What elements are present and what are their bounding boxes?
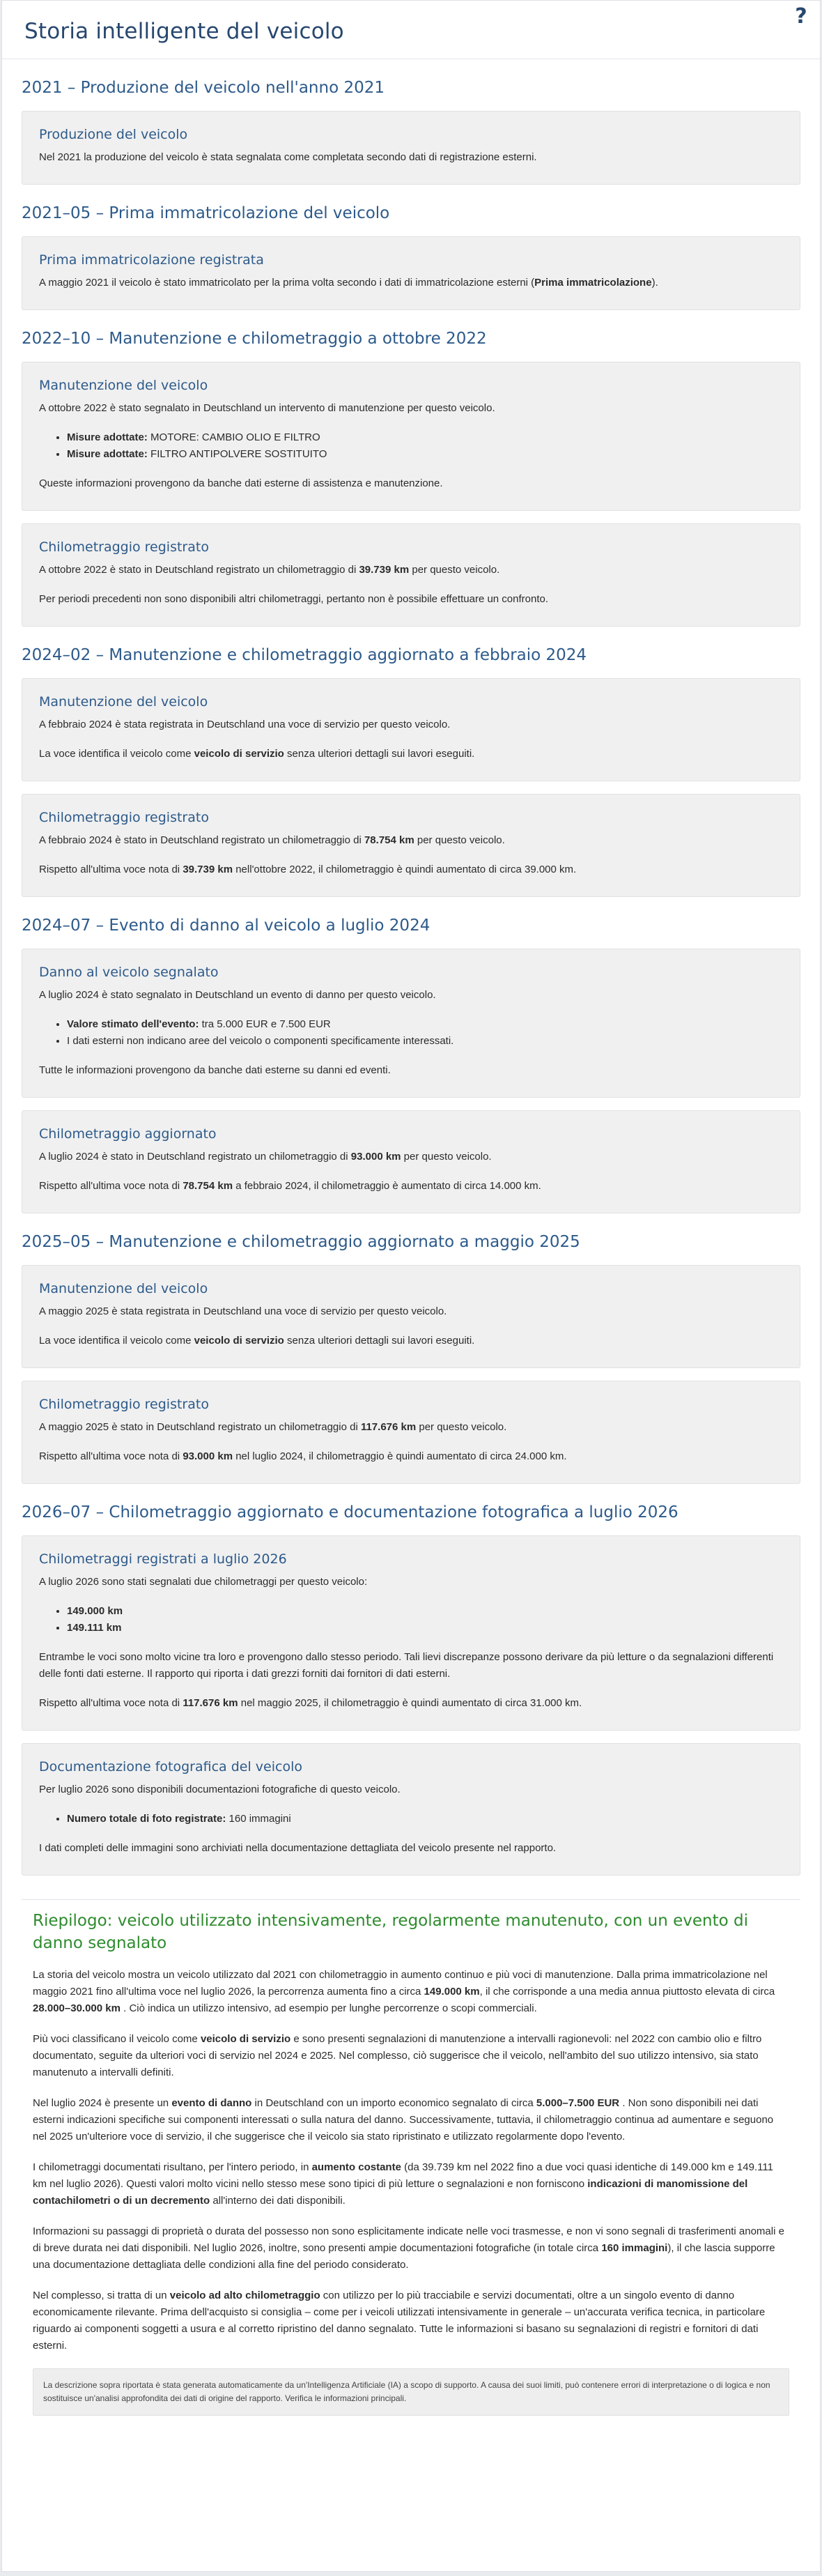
section-title: 2021 – Produzione del veicolo nell'anno 2021: [22, 79, 385, 97]
bold-text: 93.000 km: [183, 1450, 233, 1462]
bold-text: 93.000 km: [350, 1151, 401, 1163]
card-title: Manutenzione del veicolo: [39, 378, 208, 393]
timeline: [2, 79, 820, 1876]
list-item: [67, 446, 783, 463]
card-paragraph: [39, 746, 783, 762]
text-run: per questo veicolo.: [401, 1151, 492, 1163]
timeline-section: [22, 79, 800, 185]
bold-text: Valore stimato dell'evento:: [67, 1018, 199, 1030]
timeline-section: [22, 330, 800, 627]
text-run: A ottobre 2022 è stato in Deutschland registrato un chilometraggio di: [39, 564, 359, 576]
text-run: nel luglio 2024, il chilometraggio è quindi aumentato di circa 24.000 km.: [233, 1450, 567, 1462]
summary-paragraph: [33, 2223, 789, 2274]
bold-text: 28.000–30.000 km: [33, 2002, 121, 2014]
card-paragraph: [39, 861, 783, 878]
card-paragraph: [39, 987, 783, 1004]
card-paragraph: [39, 1419, 783, 1436]
timeline-section: [22, 204, 800, 310]
event-card: [22, 949, 800, 1098]
event-card: [22, 1110, 800, 1213]
text-run: A luglio 2024 è stato in Deutschland registrato un chilometraggio di: [39, 1151, 351, 1163]
card-title: Chilometraggio registrato: [39, 539, 209, 555]
card-title: Chilometraggi registrati a luglio 2026: [39, 1551, 287, 1567]
text-run: Nel 2021 la produzione del veicolo è stata segnalata come completata secondo dati di registrazione esterni.: [39, 151, 537, 163]
text-run: Più voci classificano il veicolo come: [33, 2033, 201, 2045]
text-run: Entrambe le voci sono molto vicine tra loro e provengono dallo stesso periodo. Tali lievi discrepanze possono derivare da più letture o da segnalazioni differenti delle fonti dati esterne. Il rapporto qui riporta i dati grezzi forniti dai fornitori di dati esterni.: [39, 1651, 774, 1680]
text-run: con utilizzo per lo più tracciabile e servizi documentati, oltre a un singolo evento di danno economicamente rilevante. Prima dell'acquisto si consiglia – come per i veicoli utilizzati intensivamente in generale – un'accurata verifica tecnica, in particolare riguardo ai componenti soggetti a usura e al corretto ripristino del danno segnalato. Tutte le informazioni si basano su segnalazioni di registri e fornitori di dati esterni.: [33, 2290, 766, 2352]
section-title: 2024–02 – Manutenzione e chilometraggio aggiornato a febbraio 2024: [22, 646, 587, 664]
event-card: [22, 236, 800, 310]
text-run: e sono presenti segnalazioni di manutenzione a intervalli ragionevoli: nel 2022 con cambio olio e filtro documentato, seguite da ulteriori voci di servizio nel 2024 e 2025. Nel complesso, ciò suggerisce che il veicolo, nell'ambito del suo utilizzo intensivo, sia stato manutenuto a intervalli definiti.: [33, 2033, 762, 2078]
bold-text: Misure adottate:: [67, 448, 148, 460]
card-list: [67, 429, 783, 463]
bold-text: 78.754 km: [364, 834, 414, 846]
card-title: Chilometraggio registrato: [39, 810, 209, 825]
card-paragraph: [39, 275, 783, 291]
bold-text: veicolo di servizio: [194, 748, 284, 760]
section-title: 2026–07 – Chilometraggio aggiornato e documentazione fotografica a luglio 2026: [22, 1503, 678, 1521]
list-item: [67, 1033, 783, 1050]
text-run: Rispetto all'ultima voce nota di: [39, 1697, 183, 1709]
text-run: . Non sono disponibili nei dati esterni indicazioni specifiche sui componenti interessati o sulla natura del danno. Successivamente, tuttavia, il chilometraggio continua ad aumentare e seguono nel 2025 un'ulteriore voce di servizio, il che suggerisce che il veicolo sia stato ripristinato e utilizzato regolarmente dopo l'evento.: [33, 2097, 774, 2142]
bold-text: 5.000–7.500 EUR: [536, 2097, 620, 2109]
section-title: 2025–05 – Manutenzione e chilometraggio aggiornato a maggio 2025: [22, 1233, 580, 1251]
text-run: per questo veicolo.: [409, 564, 500, 576]
text-run: FILTRO ANTIPOLVERE SOSTITUITO: [147, 448, 327, 460]
report-header: [2, 1, 820, 59]
report-page: [1, 0, 821, 2572]
event-card: [22, 678, 800, 781]
ai-disclaimer: La descrizione sopra riportata è stata generata automaticamente da un'Intelligenza Artificiale (IA) a scopo di supporto. A causa dei suoi limiti, può contenere errori di interpretazione o di logica e non sostituisce un'analisi approfondita dei dati di origine del rapporto. Verifica le informazioni principali.: [33, 2368, 789, 2416]
event-card: [22, 111, 800, 185]
text-run: A maggio 2025 è stato in Deutschland registrato un chilometraggio di: [39, 1421, 361, 1433]
text-run: A febbraio 2024 è stato in Deutschland registrato un chilometraggio di: [39, 834, 364, 846]
card-title: Chilometraggio registrato: [39, 1397, 209, 1412]
text-run: , il che corrisponde a una media annua piuttosto elevata di circa: [479, 1986, 775, 1998]
card-paragraph: [39, 149, 783, 166]
bold-text: veicolo di servizio: [200, 2033, 291, 2045]
text-run: A maggio 2025 è stata registrata in Deutschland una voce di servizio per questo veicolo.: [39, 1305, 447, 1317]
card-title: Documentazione fotografica del veicolo: [39, 1759, 302, 1774]
summary-paragraph: [33, 1967, 789, 2017]
list-item: [67, 1603, 783, 1620]
page-title: Storia intelligente del veicolo: [24, 19, 344, 44]
card-paragraph: [39, 1574, 783, 1590]
text-run: A febbraio 2024 è stata registrata in Deutschland una voce di servizio per questo veicolo.: [39, 719, 451, 730]
text-run: . Ciò indica un utilizzo intensivo, ad esempio per lunghe percorrenze o scopi commerciali.: [120, 2002, 537, 2014]
text-run: nel maggio 2025, il chilometraggio è quindi aumentato di circa 31.000 km.: [238, 1697, 582, 1709]
text-run: La storia del veicolo mostra un veicolo utilizzato dal 2021 con chilometraggio in aumento continuo e più voci di manutenzione. Dalla prima immatricolazione nel maggio 2021 fino all'ultima voce nel luglio 2026, la percorrenza aumenta fino a circa: [33, 1969, 768, 1998]
card-title: Chilometraggio aggiornato: [39, 1126, 217, 1142]
text-run: all'interno dei dati disponibili.: [210, 2195, 346, 2207]
summary-body: [33, 1967, 789, 2354]
text-run: La voce identifica il veicolo come: [39, 748, 194, 760]
summary-paragraph: [33, 2159, 789, 2209]
card-title: Manutenzione del veicolo: [39, 1281, 208, 1296]
text-run: I dati completi delle immagini sono archiviati nella documentazione dettagliata del veicolo presente nel rapporto.: [39, 1842, 557, 1854]
card-paragraph: [39, 1840, 783, 1857]
list-item: [67, 1016, 783, 1033]
event-card: [22, 1743, 800, 1876]
bold-text: Prima immatricolazione: [534, 277, 652, 289]
event-card: [22, 794, 800, 897]
section-title: 2021–05 – Prima immatricolazione del veicolo: [22, 204, 390, 222]
card-paragraph: [39, 1178, 783, 1195]
summary-section: [22, 1899, 800, 2416]
bold-text: 39.739 km: [359, 564, 410, 576]
bold-text: Numero totale di foto registrate:: [67, 1813, 226, 1825]
text-run: Rispetto all'ultima voce nota di: [39, 1180, 183, 1192]
list-item: [67, 1811, 783, 1827]
card-title: Prima immatricolazione registrata: [39, 252, 264, 268]
text-run: Informazioni su passaggi di proprietà o durata del possesso non sono esplicitamente indicate nelle voci trasmesse, e non vi sono segnali di trasferimenti anomali e di breve durata nei dati disponibili. Nel luglio 2026, inoltre, sono presenti ampie documentazioni fotografiche (in totale circa: [33, 2225, 784, 2254]
bold-text: indicazioni di manomissione del contachilometri o di un decremento: [33, 2178, 748, 2207]
help-button[interactable]: ?: [789, 5, 813, 29]
text-run: ).: [651, 277, 658, 289]
text-run: Per luglio 2026 sono disponibili documentazioni fotografiche di questo veicolo.: [39, 1784, 401, 1795]
text-run: per questo veicolo.: [416, 1421, 507, 1433]
bold-text: 160 immagini: [601, 2242, 668, 2254]
card-paragraph: [39, 1149, 783, 1165]
card-list: [67, 1016, 783, 1050]
card-paragraph: [39, 591, 783, 608]
card-title: Produzione del veicolo: [39, 127, 188, 142]
summary-paragraph: [33, 2095, 789, 2145]
text-run: Tutte le informazioni provengono da banche dati esterne su danni ed eventi.: [39, 1064, 391, 1076]
card-paragraph: [39, 832, 783, 849]
text-run: MOTORE: CAMBIO OLIO E FILTRO: [147, 431, 320, 443]
card-paragraph: [39, 562, 783, 578]
text-run: I dati esterni non indicano aree del veicolo o componenti specificamente interessati.: [67, 1035, 454, 1047]
text-run: Queste informazioni provengono da banche dati esterne di assistenza e manutenzione.: [39, 477, 443, 489]
text-run: Rispetto all'ultima voce nota di: [39, 1450, 183, 1462]
bold-text: Misure adottate:: [67, 431, 148, 443]
text-run: Nel complesso, si tratta di un: [33, 2290, 170, 2301]
summary-title: Riepilogo: veicolo utilizzato intensivamente, regolarmente manutenuto, con un evento di danno segnalato: [33, 1912, 749, 1952]
card-paragraph: [39, 1062, 783, 1079]
card-paragraph: [39, 716, 783, 733]
card-paragraph: [39, 1303, 783, 1320]
text-run: Nel luglio 2024 è presente un: [33, 2097, 172, 2109]
text-run: ), il che lascia supporre una documentazione dettagliata delle condizioni alla fine del periodo considerato.: [33, 2242, 775, 2271]
text-run: La voce identifica il veicolo come: [39, 1335, 194, 1347]
section-title: 2022–10 – Manutenzione e chilometraggio a ottobre 2022: [22, 330, 487, 348]
card-paragraph: [39, 1649, 783, 1682]
card-list: [67, 1811, 783, 1827]
card-title: Danno al veicolo segnalato: [39, 965, 219, 980]
list-item: [67, 429, 783, 446]
card-paragraph: [39, 1448, 783, 1465]
text-run: per questo veicolo.: [414, 834, 505, 846]
bold-text: 149.000 km: [67, 1605, 123, 1617]
card-list: [67, 1603, 783, 1636]
text-run: A luglio 2024 è stato segnalato in Deutschland un evento di danno per questo veicolo.: [39, 989, 436, 1001]
text-run: A ottobre 2022 è stato segnalato in Deutschland un intervento di manutenzione per questo veicolo.: [39, 402, 495, 414]
timeline-section: [22, 1503, 800, 1876]
event-card: [22, 1535, 800, 1731]
text-run: A luglio 2026 sono stati segnalati due chilometraggi per questo veicolo:: [39, 1576, 368, 1588]
event-card: [22, 1265, 800, 1368]
text-run: Per periodi precedenti non sono disponibili altri chilometraggi, pertanto non è possibile effettuare un confronto.: [39, 593, 549, 605]
text-run: senza ulteriori dettagli sui lavori eseguiti.: [284, 1335, 475, 1347]
summary-paragraph: [33, 2287, 789, 2354]
card-paragraph: [39, 1781, 783, 1798]
text-run: 160 immagini: [226, 1813, 291, 1825]
card-paragraph: [39, 1333, 783, 1349]
text-run: senza ulteriori dettagli sui lavori eseguiti.: [284, 748, 475, 760]
event-card: [22, 1381, 800, 1484]
section-title: 2024–07 – Evento di danno al veicolo a luglio 2024: [22, 917, 431, 935]
timeline-section: [22, 1233, 800, 1484]
card-paragraph: [39, 1695, 783, 1712]
timeline-section: [22, 917, 800, 1213]
summary-paragraph: [33, 2031, 789, 2081]
bold-text: 117.676 km: [183, 1697, 238, 1709]
text-run: (da 39.739 km nel 2022 fino a due voci quasi identiche di 149.000 km e 149.111 km nel luglio 2026). Questi valori molto vicini nello stesso mese sono tipici di più letture o segnalazioni e non forniscono: [33, 2161, 773, 2190]
text-run: I chilometraggi documentati risultano, per l'intero periodo, in: [33, 2161, 312, 2173]
bold-text: 78.754 km: [183, 1180, 233, 1192]
bold-text: 149.111 km: [67, 1622, 122, 1634]
event-card: [22, 523, 800, 627]
text-run: Rispetto all'ultima voce nota di: [39, 864, 183, 875]
bold-text: veicolo ad alto chilometraggio: [169, 2290, 320, 2301]
text-run: A maggio 2021 il veicolo è stato immatricolato per la prima volta secondo i dati di immatricolazione esterni (: [39, 277, 535, 289]
list-item: [67, 1620, 783, 1636]
bold-text: evento di danno: [171, 2097, 252, 2109]
event-card: [22, 362, 800, 511]
bold-text: 39.739 km: [183, 864, 233, 875]
text-run: nell'ottobre 2022, il chilometraggio è quindi aumentato di circa 39.000 km.: [233, 864, 577, 875]
bold-text: 149.000 km: [424, 1986, 480, 1998]
card-paragraph: [39, 475, 783, 492]
timeline-section: [22, 646, 800, 897]
bold-text: veicolo di servizio: [194, 1335, 284, 1347]
text-run: in Deutschland con un importo economico segnalato di circa: [251, 2097, 536, 2109]
bold-text: aumento costante: [311, 2161, 401, 2173]
card-paragraph: [39, 400, 783, 417]
card-title: Manutenzione del veicolo: [39, 694, 208, 710]
text-run: a febbraio 2024, il chilometraggio è aumentato di circa 14.000 km.: [233, 1180, 541, 1192]
bold-text: 117.676 km: [360, 1421, 417, 1433]
text-run: tra 5.000 EUR e 7.500 EUR: [199, 1018, 331, 1030]
